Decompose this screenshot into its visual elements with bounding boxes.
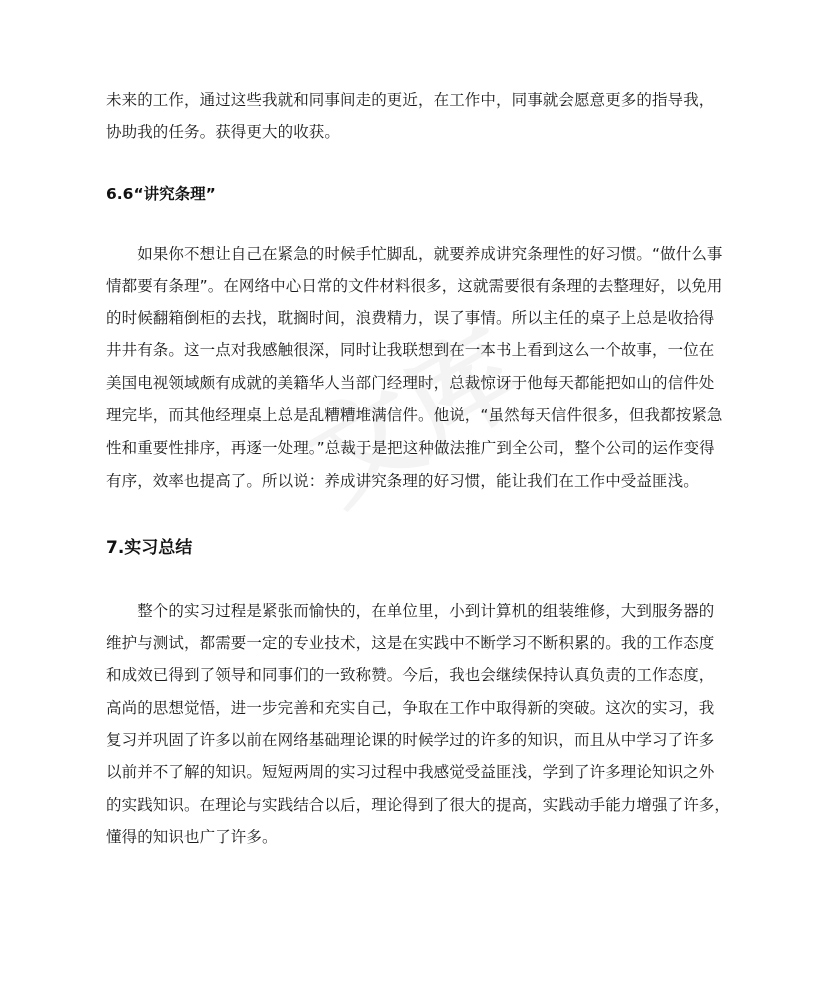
paragraph-line: 高尚的思想觉悟，进一步完善和充实自己，争取在工作中取得新的突破。这次的实习，我	[106, 699, 715, 717]
paragraph-line: 维护与测试，都需要一定的专业技术，这是在实践中不断学习不断积累的。我的工作态度	[106, 634, 715, 652]
paragraph-line: 如果你不想让自己在紧急的时候手忙脚乱，就要养成讲究条理性的好习惯。“做什么事	[106, 245, 723, 263]
paragraph-line: 的实践知识。在理论与实践结合以后，理论得到了很大的提高，实践动手能力增强了许多，	[106, 796, 731, 814]
paragraph-line: 以前并不了解的知识。短短两周的实习过程中我感觉受益匪浅，学到了许多理论知识之外	[106, 763, 715, 781]
paragraph-line: 的时候翻箱倒柜的去找，耽搁时间，浪费精力，误了事情。所以主任的桌子上总是收拾得	[106, 309, 715, 327]
paragraph-line: 复习并巩固了许多以前在网络基础理论课的时候学过的许多的知识，而且从中学习了许多	[106, 731, 715, 749]
paragraph-line: 和成效已得到了领导和同事们的一致称赞。今后，我也会继续保持认真负责的工作态度，	[106, 666, 715, 684]
paragraph-line: 懂得的知识也广了许多。	[106, 828, 278, 846]
paragraph-line: 整个的实习过程是紧张而愉快的，在单位里，小到计算机的组装维修，大到服务器的	[106, 602, 715, 620]
section-heading-6-6: 6.6“讲究条理”	[106, 185, 216, 203]
paragraph-line: 性和重要性排序，再逐一处理。”总裁于是把这种做法推广到全公司，整个公司的运作变得	[106, 439, 715, 457]
paragraph-line: 情都要有条理”。在网络中心日常的文件材料很多，这就需要很有条理的去整理好，以免用	[106, 277, 723, 295]
paragraph-line: 美国电视领域颇有成就的美籍华人当部门经理时，总裁惊讶于他每天都能把如山的信件处	[106, 374, 715, 392]
paragraph-line: 井井有条。这一点对我感触很深，同时让我联想到在一本书上看到这么一个故事，一位在	[106, 341, 715, 359]
section-heading-7: 7.实习总结	[106, 538, 193, 558]
paragraph-line: 理完毕，而其他经理桌上总是乱糟糟堆满信件。他说，“虽然每天信件很多，但我都按紧急	[106, 406, 723, 424]
paragraph-line: 有序，效率也提高了。所以说：养成讲究条理的好习惯，能让我们在工作中受益匪浅。	[106, 472, 699, 490]
paragraph-line: 未来的工作，通过这些我就和同事间走的更近，在工作中，同事就会愿意更多的指导我，	[106, 91, 715, 109]
paragraph-line: 协助我的任务。获得更大的收获。	[106, 123, 341, 141]
